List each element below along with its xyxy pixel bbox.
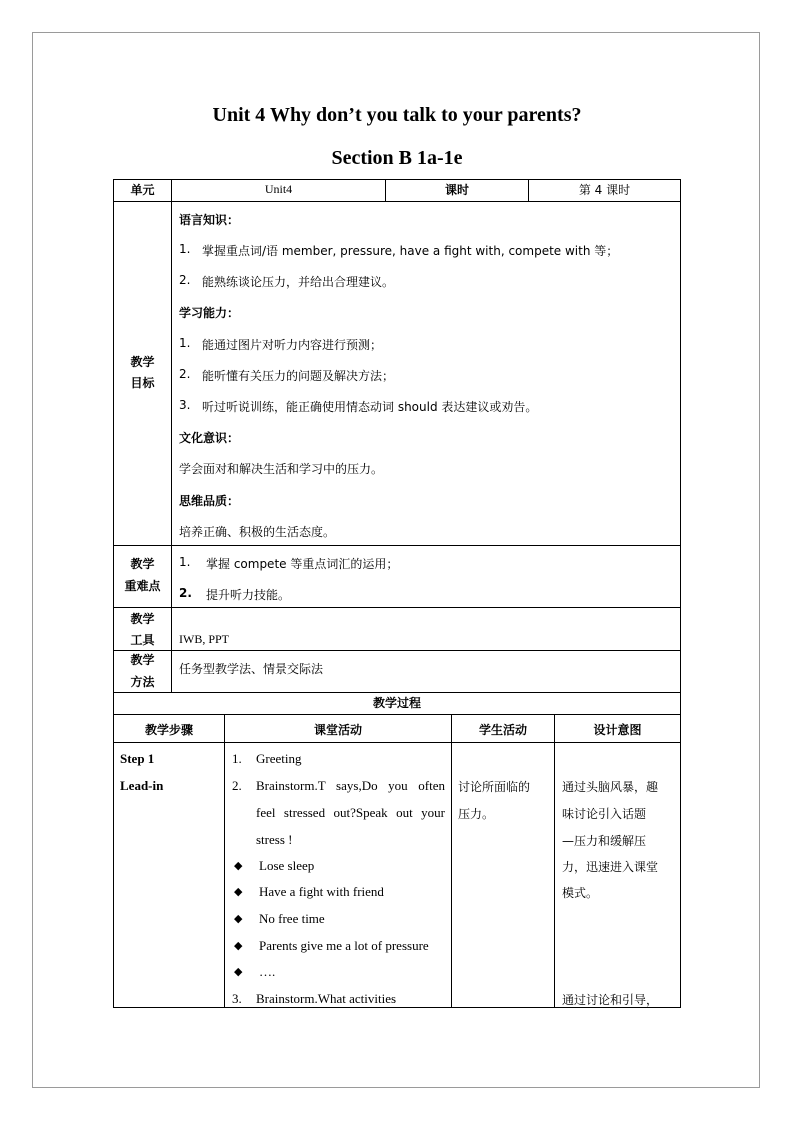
document-title: Unit 4 Why don’t you talk to your parents? bbox=[212, 104, 582, 126]
activity-3-num: 3. bbox=[232, 991, 242, 1006]
keypoints-label-line1: 教学 bbox=[130, 557, 155, 571]
design-line-1: 通过头脑风暴，趣 bbox=[562, 780, 659, 794]
methods-value: 任务型教学法、情景交际法 bbox=[179, 662, 324, 676]
tools-value: IWB, PPT bbox=[179, 632, 230, 646]
step1-title: Step 1 bbox=[120, 751, 155, 766]
keypoints-label-line2: 重难点 bbox=[124, 579, 161, 593]
process-heading: 教学过程 bbox=[372, 696, 421, 710]
activity-2-line2: feel stressed out?Speak out your bbox=[256, 805, 445, 820]
keypoint-2-num: 2. bbox=[179, 586, 192, 600]
language-item-1-num: 1. bbox=[179, 242, 191, 256]
activity-2-line1: Brainstorm.T says,Do you often bbox=[256, 778, 445, 793]
activity-1: Greeting bbox=[256, 751, 302, 766]
language-heading: 语言知识： bbox=[179, 213, 240, 227]
ability-heading: 学习能力： bbox=[179, 306, 240, 320]
language-item-2: 能熟练谈论压力，并给出合理建议。 bbox=[202, 275, 395, 289]
ability-item-3-num: 3. bbox=[179, 398, 191, 412]
period-label: 课时 bbox=[444, 183, 469, 197]
diamond-bullet-icon: ◆ bbox=[234, 859, 243, 872]
diamond-bullet-icon: ◆ bbox=[234, 885, 243, 898]
step1-name: Lead-in bbox=[120, 778, 164, 793]
language-item-2-num: 2. bbox=[179, 273, 191, 287]
thinking-heading: 思维品质： bbox=[179, 494, 240, 508]
design-line-2: 味讨论引入话题 bbox=[562, 807, 647, 821]
diamond-bullet-icon: ◆ bbox=[234, 939, 243, 952]
period-value: 第 4 课时 bbox=[578, 183, 631, 197]
col-student: 学生活动 bbox=[478, 723, 527, 737]
col-design: 设计意图 bbox=[593, 723, 642, 737]
objectives-label-line1: 教学 bbox=[130, 355, 155, 369]
ability-item-1-num: 1. bbox=[179, 336, 191, 350]
bullet-item: …. bbox=[259, 964, 276, 979]
ability-item-1: 能通过图片对听力内容进行预测； bbox=[202, 338, 383, 352]
language-item-1: 掌握重点词/语 member, pressure, have a fight with, compete with 等； bbox=[202, 244, 619, 258]
unit-value: Unit4 bbox=[264, 182, 293, 196]
activity-1-num: 1. bbox=[232, 751, 242, 766]
student-activity-line1: 讨论所面临的 bbox=[458, 780, 531, 794]
keypoint-1-num: 1. bbox=[179, 555, 191, 569]
design-line-3: —压力和缓解压 bbox=[562, 834, 647, 848]
activity-2-line3: stress ! bbox=[256, 832, 293, 847]
bullet-item: Lose sleep bbox=[259, 858, 315, 873]
document-subtitle: Section B 1a-1e bbox=[331, 147, 463, 169]
diamond-bullet-icon: ◆ bbox=[234, 912, 243, 925]
col-step: 教学步骤 bbox=[144, 723, 193, 737]
design-line-5: 模式。 bbox=[562, 886, 599, 900]
bullet-item: No free time bbox=[259, 911, 325, 926]
diamond-bullet-icon: ◆ bbox=[234, 965, 243, 978]
objectives-label-line2: 目标 bbox=[130, 376, 155, 390]
bullet-item: Have a fight with friend bbox=[259, 884, 384, 899]
ability-item-2: 能听懂有关压力的问题及解决方法； bbox=[202, 369, 395, 383]
keypoint-2: 提升听力技能。 bbox=[206, 588, 291, 602]
culture-text: 学会面对和解决生活和学习中的压力。 bbox=[179, 462, 384, 476]
student-activity-line2: 压力。 bbox=[458, 807, 495, 821]
tools-label-line2: 工具 bbox=[130, 633, 155, 647]
thinking-text: 培养正确、积极的生活态度。 bbox=[179, 525, 336, 539]
activity-2-num: 2. bbox=[232, 778, 242, 793]
activity-3: Brainstorm.What activities bbox=[256, 991, 397, 1006]
culture-heading: 文化意识： bbox=[179, 431, 240, 445]
keypoint-1: 掌握 compete 等重点词汇的运用； bbox=[206, 557, 399, 571]
methods-label-line1: 教学 bbox=[130, 653, 155, 667]
tools-label-line1: 教学 bbox=[130, 612, 155, 626]
design-bottom: 通过讨论和引导， bbox=[562, 993, 659, 1007]
col-activity: 课堂活动 bbox=[313, 723, 362, 737]
ability-item-3: 听过听说训练，能正确使用情态动词 should 表达建议或劝告。 bbox=[202, 400, 538, 414]
bullet-item: Parents give me a lot of pressure bbox=[259, 938, 429, 953]
methods-label-line2: 方法 bbox=[130, 675, 155, 689]
ability-item-2-num: 2. bbox=[179, 367, 191, 381]
design-line-4: 力，迅速进入课堂 bbox=[562, 860, 659, 874]
unit-label: 单元 bbox=[130, 183, 155, 197]
